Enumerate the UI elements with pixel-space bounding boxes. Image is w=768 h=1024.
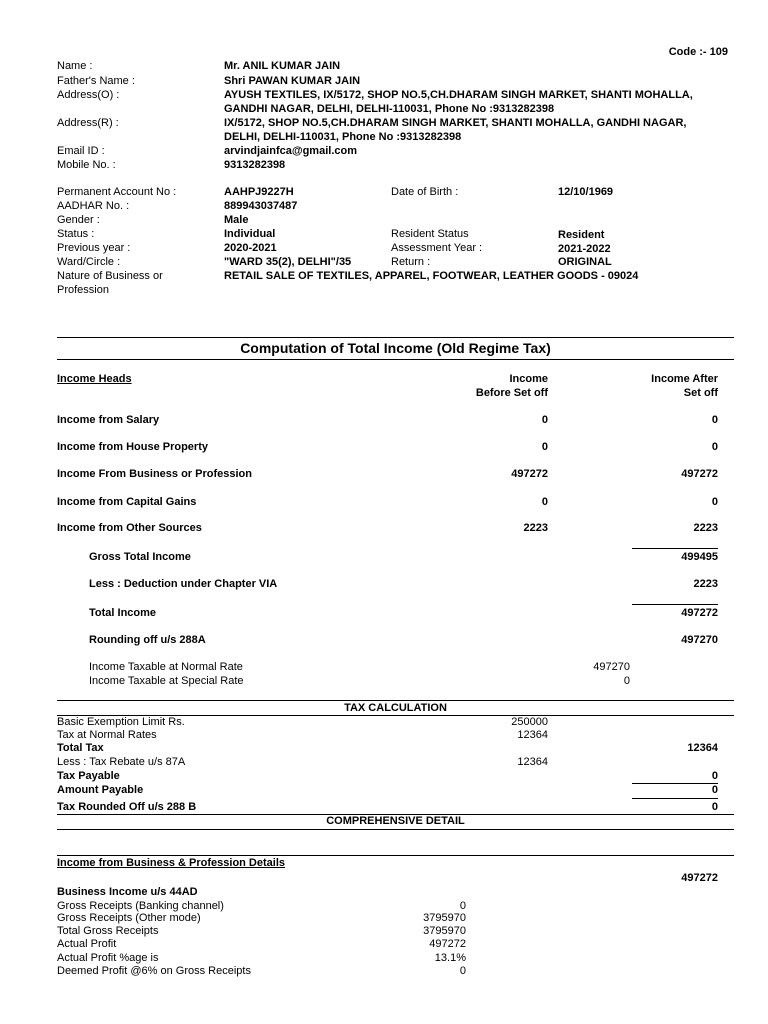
nature-label-line1: Nature of Business or bbox=[57, 270, 163, 282]
address-office-label: Address(O) : bbox=[57, 89, 120, 101]
income-heads-label: Income Heads bbox=[57, 373, 132, 385]
gti-rule bbox=[632, 548, 718, 549]
col-before-line1: Income bbox=[509, 373, 548, 385]
previous-year-label: Previous year : bbox=[57, 242, 131, 254]
tax-normal-value: 12364 bbox=[517, 729, 548, 741]
receipts-banking-label: Gross Receipts (Banking channel) bbox=[57, 900, 224, 912]
tax-rounded-label: Tax Rounded Off u/s 288 B bbox=[57, 801, 197, 813]
profit-percent-value: 13.1% bbox=[434, 952, 466, 964]
mobile-label: Mobile No. : bbox=[57, 159, 116, 171]
head-capital-label: Income from Capital Gains bbox=[57, 496, 197, 508]
business-heading-value: 497272 bbox=[681, 872, 718, 884]
address-residence-label: Address(R) : bbox=[57, 117, 119, 129]
deemed-profit-label: Deemed Profit @6% on Gross Receipts bbox=[57, 965, 251, 977]
business-44ad-label: Business Income u/s 44AD bbox=[57, 886, 198, 898]
head-business-before: 497272 bbox=[511, 468, 548, 480]
nature-value: RETAIL SALE OF TEXTILES, APPAREL, FOOTWEAR, LEATHER GOODS - 09024 bbox=[224, 270, 639, 282]
head-house-after: 0 bbox=[711, 441, 718, 453]
aadhar-label: AADHAR No. : bbox=[57, 200, 130, 212]
rounding-label: Rounding off u/s 288A bbox=[89, 634, 206, 646]
status-value: Individual bbox=[224, 228, 276, 240]
special-rate-label: Income Taxable at Special Rate bbox=[89, 675, 244, 687]
receipts-banking-value: 0 bbox=[459, 900, 466, 912]
amount-payable-value: 0 bbox=[711, 784, 718, 796]
tax-normal-label: Tax at Normal Rates bbox=[57, 729, 157, 741]
actual-profit-value: 497272 bbox=[429, 938, 466, 950]
address-residence-line1: IX/5172, SHOP NO.5,CH.DHARAM SINGH MARKET, SHANTI MOHALLA, GANDHI NAGAR, bbox=[224, 117, 687, 129]
computation-title: Computation of Total Income (Old Regime Tax) bbox=[240, 340, 551, 356]
email-value: arvindjainfca@gmail.com bbox=[224, 145, 357, 157]
gender-value: Male bbox=[224, 214, 249, 226]
col-after-line2: Set off bbox=[683, 387, 718, 399]
father-label: Father's Name : bbox=[57, 75, 135, 87]
resident-status-label: Resident Status bbox=[391, 228, 469, 240]
profit-percent-label: Actual Profit %age is bbox=[57, 952, 159, 964]
head-other-label: Income from Other Sources bbox=[57, 522, 202, 534]
head-other-after: 2223 bbox=[693, 522, 718, 534]
head-capital-before: 0 bbox=[541, 496, 548, 508]
tax-payable-value: 0 bbox=[711, 770, 718, 782]
ward-label: Ward/Circle : bbox=[57, 256, 121, 268]
deemed-profit-value: 0 bbox=[459, 965, 466, 977]
name-value: Mr. ANIL KUMAR JAIN bbox=[224, 60, 341, 72]
rounding-value: 497270 bbox=[681, 634, 718, 646]
address-residence-line2: DELHI, DELHI-110031, Phone No :9313282398 bbox=[224, 131, 462, 143]
mobile-value: 9313282398 bbox=[224, 159, 286, 171]
head-house-before: 0 bbox=[541, 441, 548, 453]
title-rule-top bbox=[57, 337, 734, 338]
head-salary-before: 0 bbox=[541, 414, 548, 426]
head-capital-after: 0 bbox=[711, 496, 718, 508]
assessment-year-label: Assessment Year : bbox=[391, 242, 483, 254]
normal-rate-value: 497270 bbox=[593, 661, 630, 673]
total-tax-label: Total Tax bbox=[57, 742, 104, 754]
head-salary-after: 0 bbox=[711, 414, 718, 426]
name-label: Name : bbox=[57, 60, 93, 72]
tax-calculation-heading: TAX CALCULATION bbox=[344, 702, 447, 714]
col-before-line2: Before Set off bbox=[475, 387, 548, 399]
previous-year-value: 2020-2021 bbox=[224, 242, 277, 254]
tax-rule-top bbox=[57, 700, 734, 701]
tax-payable-label: Tax Payable bbox=[57, 770, 120, 782]
email-label: Email ID : bbox=[57, 145, 105, 157]
rebate-label: Less : Tax Rebate u/s 87A bbox=[57, 756, 186, 768]
total-receipts-value: 3795970 bbox=[423, 925, 466, 937]
assessment-year-value: 2021-2022 bbox=[558, 243, 611, 255]
head-business-after: 497272 bbox=[681, 468, 718, 480]
amount-payable-rule bbox=[632, 798, 718, 799]
head-other-before: 2223 bbox=[523, 522, 548, 534]
father-value: Shri PAWAN KUMAR JAIN bbox=[224, 75, 361, 87]
return-value: ORIGINAL bbox=[558, 256, 612, 268]
head-business-label: Income From Business or Profession bbox=[57, 468, 252, 480]
address-office-line1: AYUSH TEXTILES, IX/5172, SHOP NO.5,CH.DHARAM SINGH MARKET, SHANTI MOHALLA, bbox=[224, 89, 693, 101]
nature-label-line2: Profession bbox=[57, 284, 109, 296]
form-code: Code :- 109 bbox=[668, 46, 728, 58]
status-label: Status : bbox=[57, 228, 95, 240]
pan-label: Permanent Account No : bbox=[57, 186, 177, 198]
special-rate-value: 0 bbox=[623, 675, 630, 687]
address-office-line2: GANDHI NAGAR, DELHI, DELHI-110031, Phone No :9313282398 bbox=[224, 103, 555, 115]
rebate-value: 12364 bbox=[517, 756, 548, 768]
gti-value: 499495 bbox=[681, 551, 718, 563]
total-receipts-label: Total Gross Receipts bbox=[57, 925, 159, 937]
business-heading: Income from Business & Profession Details bbox=[57, 857, 286, 869]
amount-payable-label: Amount Payable bbox=[57, 784, 144, 796]
deduction-label: Less : Deduction under Chapter VIA bbox=[89, 578, 278, 590]
return-label: Return : bbox=[391, 256, 431, 268]
gti-label: Gross Total Income bbox=[89, 551, 191, 563]
total-income-rule bbox=[632, 604, 718, 605]
pan-value: AAHPJ9227H bbox=[224, 186, 294, 198]
comprehensive-rule-bottom bbox=[57, 829, 734, 830]
comprehensive-heading: COMPREHENSIVE DETAIL bbox=[326, 815, 465, 827]
actual-profit-label: Actual Profit bbox=[57, 938, 117, 950]
business-rule bbox=[57, 855, 734, 856]
gender-label: Gender : bbox=[57, 214, 100, 226]
title-rule-bottom bbox=[57, 359, 734, 360]
ward-value: "WARD 35(2), DELHI"/35 bbox=[224, 256, 352, 268]
col-after-line1: Income After bbox=[651, 373, 718, 385]
dob-value: 12/10/1969 bbox=[558, 186, 614, 198]
total-income-value: 497272 bbox=[681, 607, 718, 619]
basic-exemption-value: 250000 bbox=[511, 716, 548, 728]
deduction-value: 2223 bbox=[693, 578, 718, 590]
receipts-other-value: 3795970 bbox=[423, 912, 466, 924]
total-income-label: Total Income bbox=[89, 607, 157, 619]
basic-exemption-label: Basic Exemption Limit Rs. bbox=[57, 716, 185, 728]
normal-rate-label: Income Taxable at Normal Rate bbox=[89, 661, 243, 673]
dob-label: Date of Birth : bbox=[391, 186, 459, 198]
total-tax-value: 12364 bbox=[687, 742, 718, 754]
tax-payable-rule bbox=[632, 783, 718, 784]
head-house-label: Income from House Property bbox=[57, 441, 208, 453]
head-salary-label: Income from Salary bbox=[57, 414, 160, 426]
aadhar-value: 889943037487 bbox=[224, 200, 298, 212]
resident-status-value: Resident bbox=[558, 229, 605, 241]
tax-rounded-value: 0 bbox=[711, 801, 718, 813]
receipts-other-label: Gross Receipts (Other mode) bbox=[57, 912, 201, 924]
